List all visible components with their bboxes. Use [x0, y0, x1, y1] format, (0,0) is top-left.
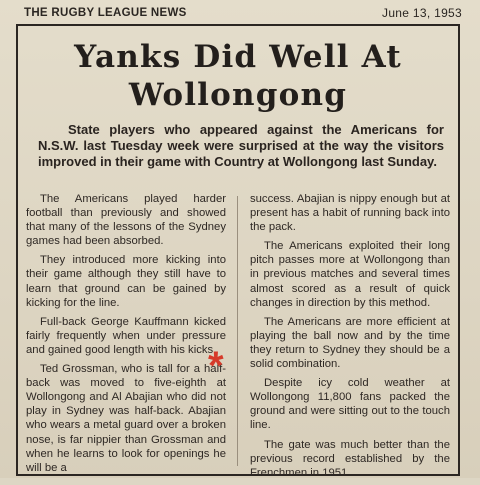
paragraph: Full-back George Kauffmann kicked fairly frequently when under pressure and gained good length with his kicks. [26, 315, 226, 356]
right-column [250, 192, 450, 485]
paragraph: The Americans played harder football than previously and showed that many of the lessons of the Sydney games had been absorbed. [26, 193, 226, 248]
column-divider [237, 196, 238, 466]
masthead [24, 4, 462, 24]
left-column [26, 192, 226, 480]
paragraph: The Americans are more efficient at playing the ball now and by the time they return to Sydney they should be a solid combination. [250, 315, 450, 371]
article-lede: State players who appeared against the Americans for N.S.W. last Tuesday week were surprised at the way the visitors improved in their game with Country at Wollongong last Sunday. [38, 122, 444, 169]
publication-date: June 13, 1953 [382, 6, 462, 20]
publication-name: THE RUGBY LEAGUE NEWS [24, 7, 187, 19]
paragraph: Ted Grossman, who is tall for a half-back was moved to five-eighth at Wollongong and Al Abajian who did not play in Sydney was half-back. Abajian who wears a metal guard over a broken nose, is far nippier than Grossman and when he learns to look for openings he will be a [26, 363, 226, 474]
article-headline: Yanks Did Well At Wollongong [74, 39, 402, 113]
paragraph: Despite icy cold weather at Wollongong 11,800 fans packed the ground and were sitting out to the touch line. [250, 377, 450, 432]
article-box [16, 24, 460, 479]
paragraph: They introduced more kicking into their game although they still have to learn that ground can be gained by kicking for the line. [26, 254, 226, 309]
red-asterisk-mark: * [208, 344, 224, 388]
paragraph: The gate was much better than the previous record established by the Frenchmen in 1951. [250, 438, 450, 479]
paragraph: The Americans exploited their long pitch passes more at Wollongong than in previous matches and several times almost scored as a result of quick changes in direction by this method. [250, 240, 450, 309]
paragraph: success. Abajian is nippy enough but at present has a habit of running back into the pack. [250, 193, 450, 234]
